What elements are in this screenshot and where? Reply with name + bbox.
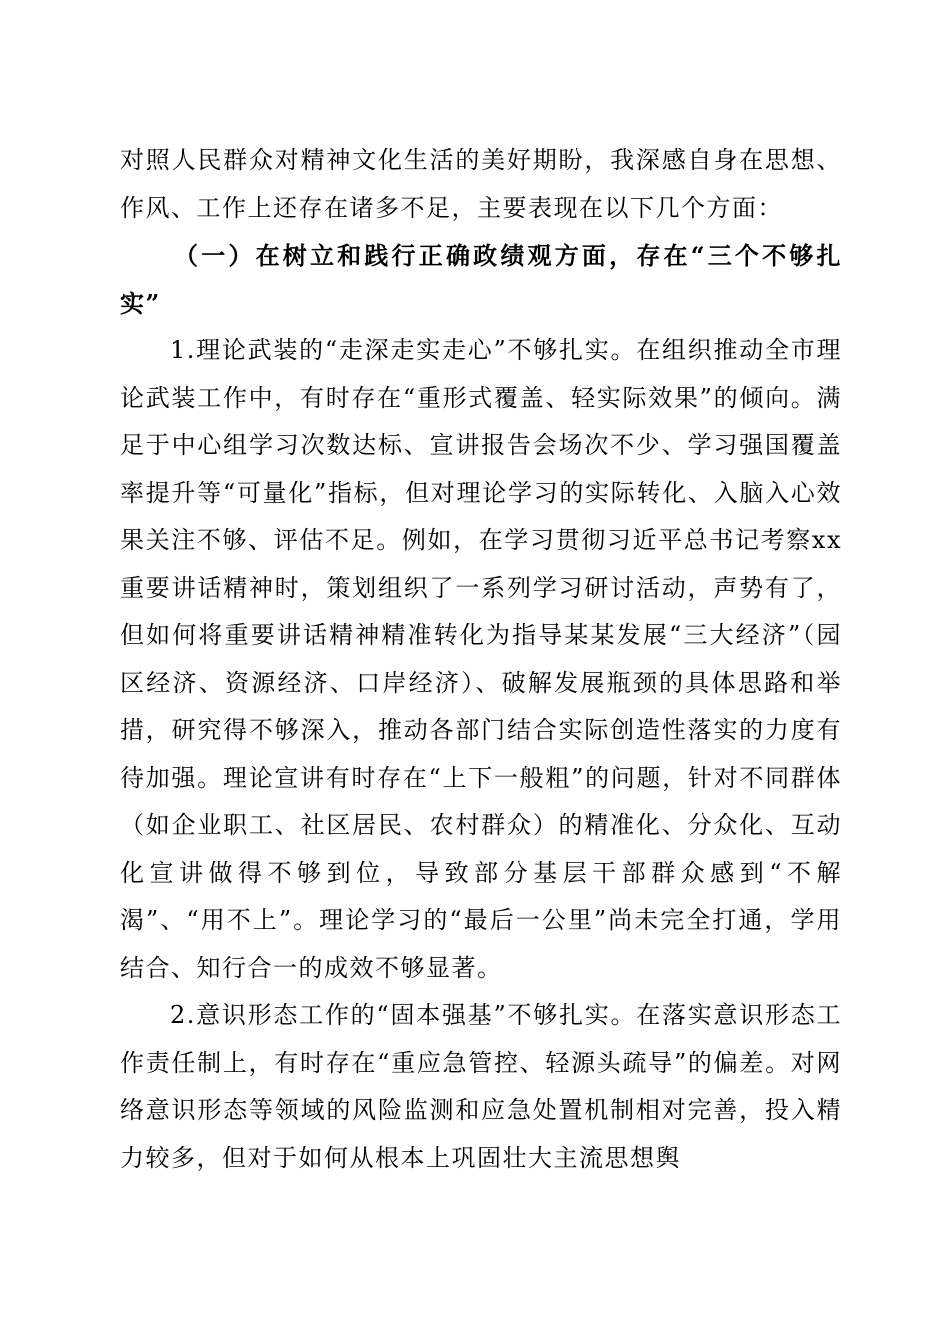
intro-paragraph: 对照人民群众对精神文化生活的美好期盼，我深感自身在思想、作风、工作上还存在诸多不足，主要表现在以下几个方面： xyxy=(120,146,842,222)
paragraph-theory-armament: 1.理论武装的“走深走实走心”不够扎实。在组织推动全市理论武装工作中，有时存在“重形式覆盖、轻实际效果”的倾向。满足于中心组学习次数达标、宣讲报告会场次不少、学习强国覆盖率提升等“可量化”指标，但对理论学习的实际转化、入脑入心效果关注不够、评估不足。例如，在学习贯彻习近平总书记考察xx重要讲话精神时，策划组织了一系列学习研讨活动，声势有了，但如何将重要讲话精神精准转化为指导某某发展“三大经济”（园区经济、资源经济、口岸经济）、破解发展瓶颈的具体思路和举措，研究得不够深入，推动各部门结合实际创造性落实的力度有待加强。理论宣讲有时存在“上下一般粗”的问题，针对不同群体（如企业职工、社区居民、农村群众）的精准化、分众化、互动化宣讲做得不够到位，导致部分基层干部群众感到“不解渴”、“用不上”。理论学习的“最后一公里”尚未完全打通，学用结合、知行合一的成效不够显著。 xyxy=(120,336,842,982)
section-heading-1: （一）在树立和践行正确政绩观方面，存在“三个不够扎实” xyxy=(120,241,842,318)
paragraph-ideology-work: 2.意识形态工作的“固本强基”不够扎实。在落实意识形态工作责任制上，有时存在“重应急管控、轻源头疏导”的偏差。对网络意识形态等领域的风险监测和应急处置机制相对完善，投入精力较多，但对于如何从根本上巩固壮大主流思想舆 xyxy=(120,1001,842,1172)
